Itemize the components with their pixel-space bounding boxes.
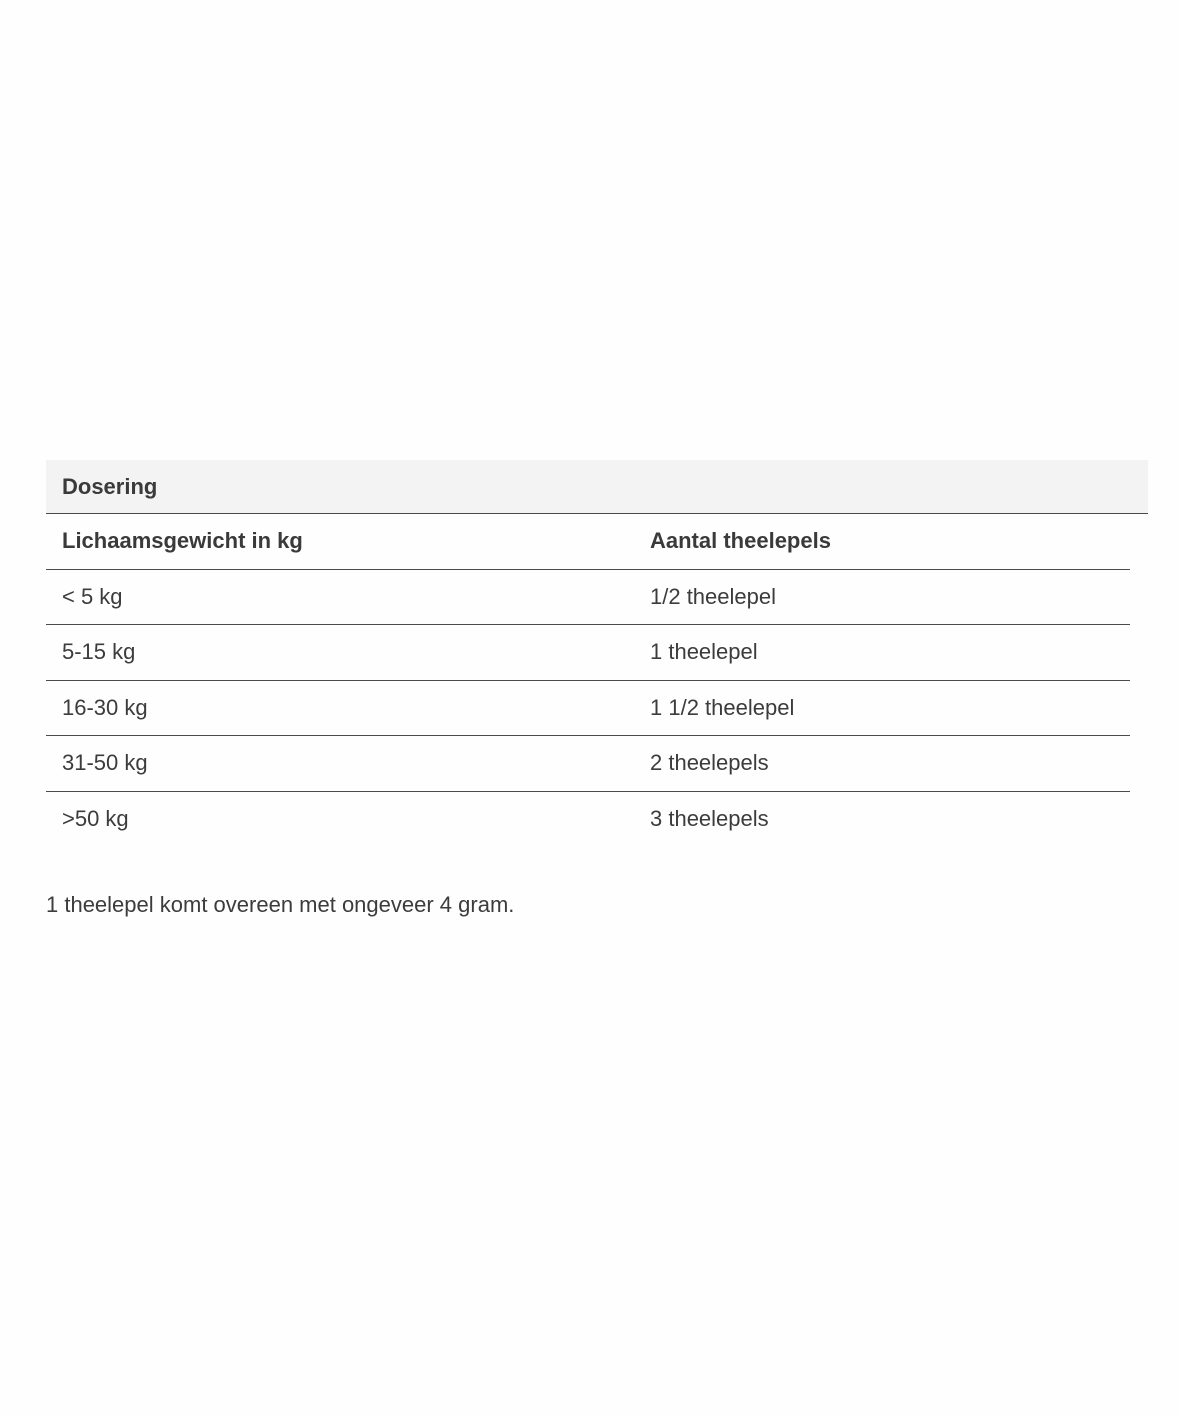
weight-cell: 31-50 kg xyxy=(62,750,148,776)
table-body xyxy=(46,514,1130,847)
column-header-weight: Lichaamsgewicht in kg xyxy=(62,528,303,554)
table-row xyxy=(46,681,1130,737)
weight-cell: < 5 kg xyxy=(62,583,123,609)
spoons-cell: 3 theelepels xyxy=(650,806,769,832)
table-row xyxy=(46,792,1130,848)
weight-cell: 5-15 kg xyxy=(62,639,136,665)
table-header-row xyxy=(46,514,1130,570)
weight-cell: >50 kg xyxy=(62,806,129,832)
weight-cell: 16-30 kg xyxy=(62,694,148,720)
dosage-footnote: 1 theelepel komt overeen met ongeveer 4 gram. xyxy=(46,892,515,917)
spoons-cell: 2 theelepels xyxy=(650,750,769,776)
spoons-cell: 1 theelepel xyxy=(650,639,758,665)
table-row xyxy=(46,570,1130,626)
column-header-spoons: Aantal theelepels xyxy=(650,528,831,554)
spoons-cell: 1/2 theelepel xyxy=(650,583,776,609)
table-caption: Dosering xyxy=(46,460,1148,514)
dosage-table xyxy=(46,460,1148,847)
spoons-cell: 1 1/2 theelepel xyxy=(650,694,795,720)
table-row xyxy=(46,625,1130,681)
table-row xyxy=(46,736,1130,792)
